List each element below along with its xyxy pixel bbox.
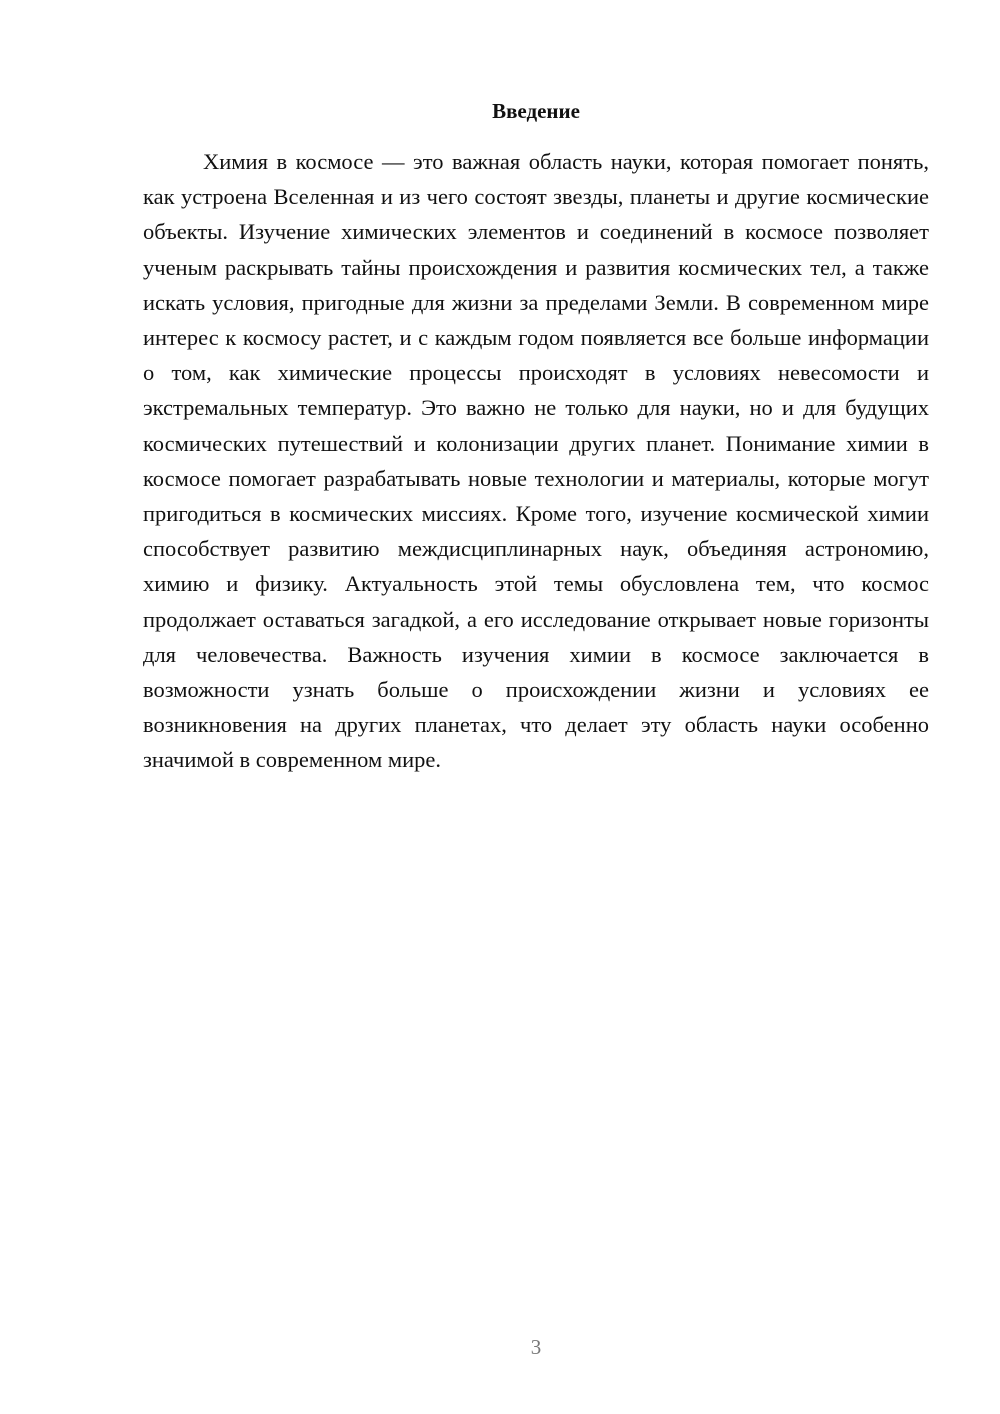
page-number: 3 xyxy=(530,1335,542,1359)
introduction-paragraph: Химия в космосе — это важная область науки, которая помогает понять, как устроена Вселенная и из чего состоят звезды, планеты и другие космические объекты. Изучение химических элементов и соединений в космосе позволяет ученым раскрывать тайны происхождения и развития космических тел, а также искать условия, пригодные для жизни за пределами Земли. В современном мире интерес к космосу растет, и с каждым годом появляется все больше информации о том, как химические процессы происходят в условиях невесомости и экстремальных температур. Это важно не только для науки, но и для будущих космических путешествий и колонизации других планет. Понимание химии в космосе помогает разрабатывать новые технологии и материалы, которые могут пригодиться в космических миссиях. Кроме того, изучение космической химии способствует развитию междисциплинарных наук, объединяя астрономию, химию и физику. Актуальность этой темы обусловлена тем, что космос продолжает оставаться загадкой, а его исследование открывает новые горизонты для человечества. Важность изучения химии в космосе заключается в возможности узнать больше о происхождении жизни и условиях ее возникновения на других планетах, что делает эту область науки особенно значимой в современном мире. xyxy=(143,149,929,773)
section-heading: Введение xyxy=(492,99,580,123)
